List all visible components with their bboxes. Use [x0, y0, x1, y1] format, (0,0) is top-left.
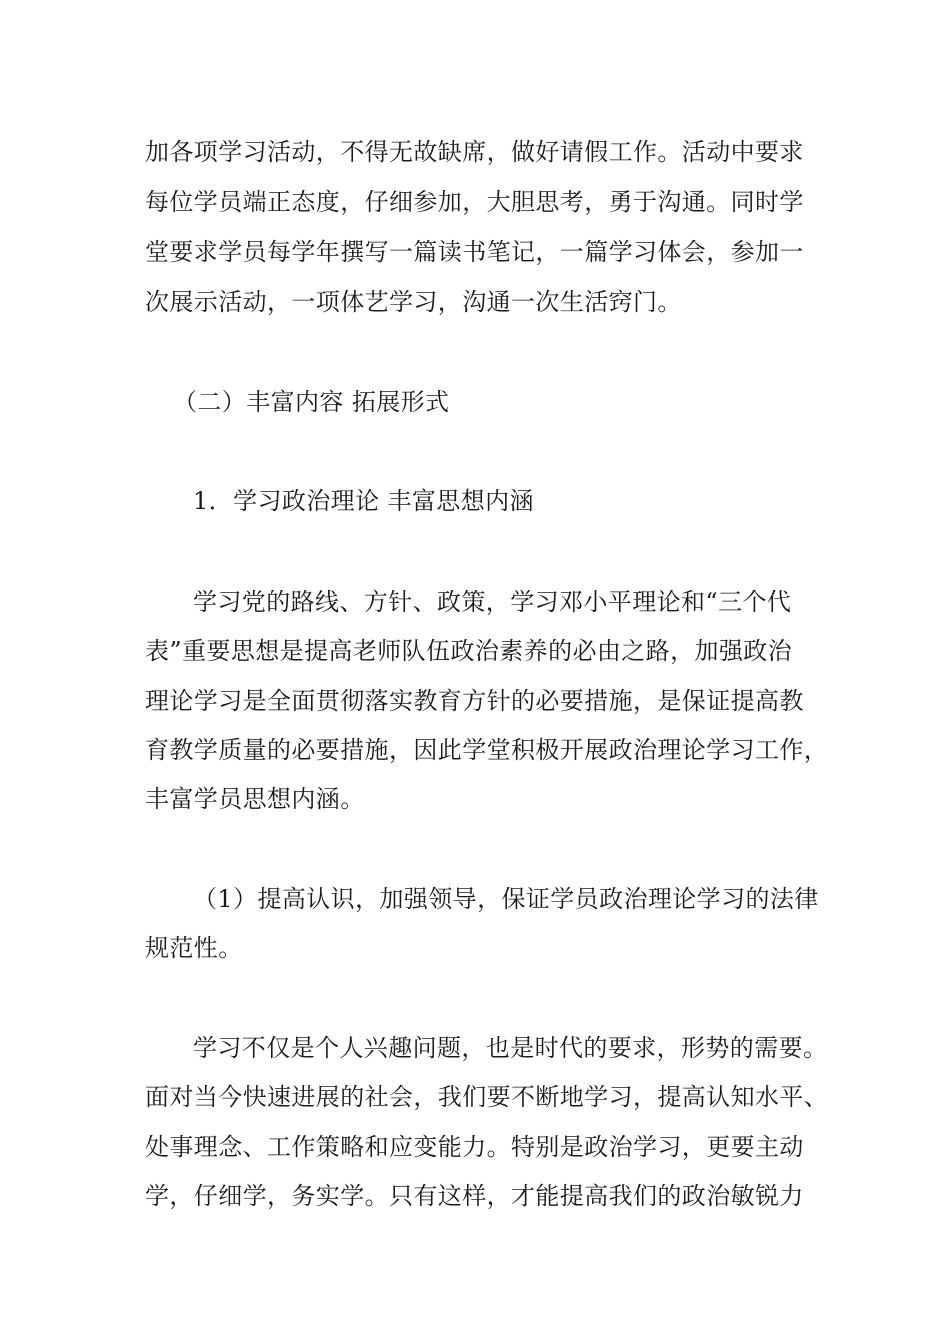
text-line: 面对当今快速进展的社会，我们要不断地学习，提高认知水平、 — [145, 1083, 829, 1111]
text-line: 学，仔细学，务实学。只有这样，才能提高我们的政治敏锐力 — [145, 1182, 804, 1210]
section-heading: （二）丰富内容 拓展形式 — [173, 388, 450, 416]
text-line: 每位学员端正态度，仔细参加，大胆思考，勇于沟通。同时学 — [145, 188, 804, 216]
subsection-heading: 1．学习政治理论 丰富思想内涵 — [193, 487, 534, 515]
text-line: 育教学质量的必要措施，因此学堂积极开展政治理论学习工作， — [145, 736, 829, 764]
text-line: 学习不仅是个人兴趣问题，也是时代的要求，形势的需要。 — [193, 1034, 828, 1062]
text-line: 堂要求学员每学年撰写一篇读书笔记，一篇学习体会，参加一 — [145, 238, 804, 266]
text-line: 处事理念、工作策略和应变能力。特别是政治学习，更要主动 — [145, 1133, 804, 1161]
text-line: 表”重要思想是提高老师队伍政治素养的必由之路，加强政治 — [145, 637, 793, 665]
text-line: 规范性。 — [145, 934, 243, 962]
list-item: （1）提高认识，加强领导，保证学员政治理论学习的法律 — [193, 885, 819, 913]
text-line: 次展示活动，一项体艺学习，沟通一次生活窍门。 — [145, 288, 682, 316]
text-line: 丰富学员思想内涵。 — [145, 785, 365, 813]
text-line: 学习党的路线、方针、政策，学习邓小平理论和“三个代 — [193, 588, 792, 616]
text-line: 加各项学习活动，不得无故缺席，做好请假工作。活动中要求 — [145, 138, 804, 166]
text-line: 理论学习是全面贯彻落实教育方针的必要措施，是保证提高教 — [145, 687, 804, 715]
